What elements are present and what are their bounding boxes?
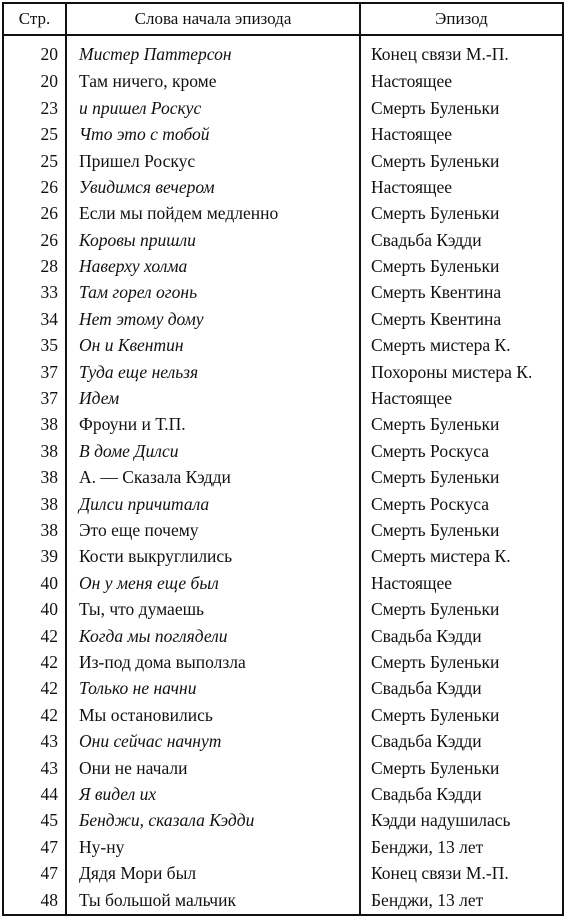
row-words: Они не начали — [66, 755, 360, 781]
row-episode: Смерть Буленьки — [360, 702, 563, 728]
row-words: Мистер Паттерсон — [66, 35, 360, 69]
row-episode: Настоящее — [360, 69, 563, 95]
row-page: 44 — [3, 781, 66, 807]
table-row — [3, 808, 563, 834]
row-episode: Кэдди надушилась — [360, 808, 563, 834]
row-words: Что это с тобой — [66, 122, 360, 148]
table-row — [3, 676, 563, 702]
row-episode: Смерть Квентина — [360, 306, 563, 332]
row-episode: Настоящее — [360, 570, 563, 596]
row-words: Они сейчас начнут — [66, 729, 360, 755]
table-row — [3, 148, 563, 174]
row-episode: Конец связи М.-П. — [360, 861, 563, 887]
row-words: Идем — [66, 386, 360, 412]
row-episode: Смерть мистера К. — [360, 333, 563, 359]
row-page: 25 — [3, 148, 66, 174]
row-words: Бенджи, сказала Кэдди — [66, 808, 360, 834]
row-episode: Настоящее — [360, 122, 563, 148]
table-row — [3, 834, 563, 860]
row-page: 26 — [3, 201, 66, 227]
row-episode: Смерть Квентина — [360, 280, 563, 306]
row-words: Дядя Мори был — [66, 861, 360, 887]
row-page: 42 — [3, 650, 66, 676]
row-page: 42 — [3, 623, 66, 649]
row-words: Кости выкруглились — [66, 544, 360, 570]
row-page: 38 — [3, 518, 66, 544]
row-words: Коровы пришли — [66, 227, 360, 253]
row-words: Дилси причитала — [66, 491, 360, 517]
row-episode: Свадьба Кэдди — [360, 781, 563, 807]
table-row — [3, 35, 563, 69]
row-words: Только не начни — [66, 676, 360, 702]
row-page: 38 — [3, 438, 66, 464]
row-page: 38 — [3, 412, 66, 438]
table-row — [3, 359, 563, 385]
row-episode: Смерть Буленьки — [360, 254, 563, 280]
row-episode: Бенджи, 13 лет — [360, 834, 563, 860]
table-row — [3, 333, 563, 359]
row-words: Фроуни и Т.П. — [66, 412, 360, 438]
row-episode: Похороны мистера К. — [360, 359, 563, 385]
row-episode: Свадьба Кэдди — [360, 227, 563, 253]
row-words: А. — Сказала Кэдди — [66, 465, 360, 491]
row-page: 43 — [3, 729, 66, 755]
table-row — [3, 280, 563, 306]
table-row — [3, 781, 563, 807]
row-episode: Свадьба Кэдди — [360, 676, 563, 702]
row-episode: Настоящее — [360, 386, 563, 412]
table-row — [3, 201, 563, 227]
table-row — [3, 518, 563, 544]
table-body — [3, 35, 563, 915]
row-page: 48 — [3, 887, 66, 915]
row-episode: Настоящее — [360, 174, 563, 200]
row-page: 20 — [3, 35, 66, 69]
row-page: 35 — [3, 333, 66, 359]
row-page: 47 — [3, 834, 66, 860]
row-episode: Смерть Буленьки — [360, 95, 563, 121]
table-row — [3, 544, 563, 570]
row-page: 42 — [3, 676, 66, 702]
row-page: 37 — [3, 386, 66, 412]
row-page: 26 — [3, 174, 66, 200]
table-row — [3, 570, 563, 596]
row-episode: Смерть Буленьки — [360, 412, 563, 438]
row-words: Ну-ну — [66, 834, 360, 860]
row-page: 39 — [3, 544, 66, 570]
table-row — [3, 95, 563, 121]
row-episode: Смерть Буленьки — [360, 597, 563, 623]
row-episode: Смерть Буленьки — [360, 148, 563, 174]
row-words: Там горел огонь — [66, 280, 360, 306]
row-episode: Смерть Буленьки — [360, 201, 563, 227]
row-page: 38 — [3, 465, 66, 491]
row-words: Мы остановились — [66, 702, 360, 728]
row-page: 26 — [3, 227, 66, 253]
row-words: Там ничего, кроме — [66, 69, 360, 95]
table-row — [3, 623, 563, 649]
row-words: Он у меня еще был — [66, 570, 360, 596]
row-episode: Смерть Роскуса — [360, 491, 563, 517]
table-row — [3, 69, 563, 95]
episodes-table — [2, 2, 564, 916]
row-page: 40 — [3, 570, 66, 596]
table-row — [3, 386, 563, 412]
table-row — [3, 861, 563, 887]
row-episode: Смерть Буленьки — [360, 650, 563, 676]
table-row — [3, 887, 563, 915]
table-row — [3, 438, 563, 464]
table-row — [3, 412, 563, 438]
table-row — [3, 702, 563, 728]
row-words: Нет этому дому — [66, 306, 360, 332]
row-words: Он и Квентин — [66, 333, 360, 359]
row-episode: Смерть Буленьки — [360, 755, 563, 781]
row-page: 38 — [3, 491, 66, 517]
table-header — [3, 3, 563, 35]
header-page: Стр. — [3, 3, 66, 35]
table-row — [3, 729, 563, 755]
row-words: Пришел Роскус — [66, 148, 360, 174]
row-words: Наверху холма — [66, 254, 360, 280]
table-row — [3, 597, 563, 623]
row-page: 47 — [3, 861, 66, 887]
row-words: Ты, что думаешь — [66, 597, 360, 623]
row-episode: Смерть мистера К. — [360, 544, 563, 570]
table-row — [3, 174, 563, 200]
table-row — [3, 254, 563, 280]
row-words: и пришел Роскус — [66, 95, 360, 121]
row-words: Туда еще нельзя — [66, 359, 360, 385]
table-row — [3, 122, 563, 148]
row-words: Ты большой мальчик — [66, 887, 360, 915]
row-page: 45 — [3, 808, 66, 834]
row-page: 42 — [3, 702, 66, 728]
row-words: Увидимся вечером — [66, 174, 360, 200]
row-episode: Конец связи М.-П. — [360, 35, 563, 69]
table-row — [3, 465, 563, 491]
header-words: Слова начала эпизода — [66, 3, 360, 35]
header-row — [3, 3, 563, 35]
row-page: 37 — [3, 359, 66, 385]
row-page: 43 — [3, 755, 66, 781]
row-episode: Смерть Буленьки — [360, 465, 563, 491]
table-row — [3, 491, 563, 517]
row-words: Из-под дома выползла — [66, 650, 360, 676]
row-page: 23 — [3, 95, 66, 121]
row-page: 25 — [3, 122, 66, 148]
row-episode: Свадьба Кэдди — [360, 729, 563, 755]
row-page: 20 — [3, 69, 66, 95]
row-words: В доме Дилси — [66, 438, 360, 464]
header-episode: Эпизод — [360, 3, 563, 35]
table-row — [3, 650, 563, 676]
row-page: 33 — [3, 280, 66, 306]
row-episode: Смерть Буленьки — [360, 518, 563, 544]
row-page: 34 — [3, 306, 66, 332]
row-words: Если мы пойдем медленно — [66, 201, 360, 227]
table-row — [3, 306, 563, 332]
row-words: Я видел их — [66, 781, 360, 807]
row-episode: Бенджи, 13 лет — [360, 887, 563, 915]
table-row — [3, 227, 563, 253]
row-episode: Смерть Роскуса — [360, 438, 563, 464]
row-words: Это еще почему — [66, 518, 360, 544]
table-row — [3, 755, 563, 781]
row-page: 40 — [3, 597, 66, 623]
row-words: Когда мы поглядели — [66, 623, 360, 649]
row-page: 28 — [3, 254, 66, 280]
row-episode: Свадьба Кэдди — [360, 623, 563, 649]
